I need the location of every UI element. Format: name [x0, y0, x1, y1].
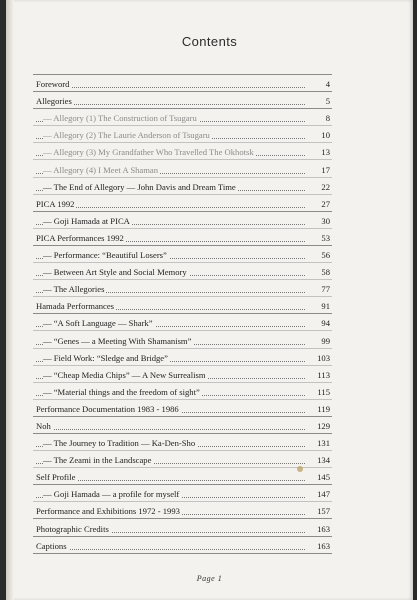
toc-entry [33, 383, 332, 400]
toc-entry-page-number: 8 [325, 113, 330, 124]
toc-entry-page-number: 99 [321, 335, 330, 346]
toc-entry [33, 246, 332, 263]
toc-entry-page-number: 115 [317, 386, 330, 397]
toc-entry-page-number: 157 [317, 506, 330, 517]
toc-entry-page-number: 58 [321, 267, 330, 278]
toc-entry [33, 160, 332, 177]
toc-entry [33, 502, 332, 519]
toc-entry [33, 229, 332, 246]
toc-entry-page-number: 56 [321, 250, 330, 261]
toc-entry-title: — Performance: “Beautiful Losers” [43, 250, 167, 261]
toc-entry-page-number: 10 [321, 130, 330, 141]
page-title: Contents [181, 34, 238, 49]
toc-entry-title: Performance and Exhibitions 1972 - 1993 [36, 506, 180, 517]
dot-leader [36, 104, 305, 105]
toc-entry [33, 468, 332, 485]
page-stain [297, 466, 303, 472]
toc-entry-page-number: 22 [321, 181, 330, 192]
toc-entry-page-number: 94 [321, 318, 330, 329]
toc-entry [33, 331, 332, 348]
toc-entry-title: Noh [36, 420, 51, 431]
toc-entry-title: — Allegory (3) My Grandfather Who Travelled The Okhotsk [43, 147, 254, 158]
toc-entry-title: Allegories [36, 96, 72, 107]
toc-entry-page-number: 30 [321, 215, 330, 226]
toc-entry [33, 178, 332, 195]
toc-entry-title: — The Allegories [43, 284, 105, 295]
toc-entry-page-number: 91 [321, 301, 330, 312]
toc-entry-title: Hamada Performances [36, 301, 115, 312]
toc-entry-page-number: 4 [325, 79, 330, 90]
toc-entry-title: — “A Soft Language — Shark” [43, 318, 153, 329]
toc-entry [33, 366, 332, 383]
dot-leader [36, 87, 305, 88]
toc-entry [33, 92, 332, 109]
dot-leader [36, 429, 305, 430]
toc-entry [33, 143, 332, 160]
toc-entry-page-number: 131 [317, 438, 330, 449]
page-footer: Page 1 [196, 574, 223, 583]
toc-entry [33, 314, 332, 331]
toc-entry-title: — Goji Hamada at PICA [43, 215, 130, 226]
toc-entry-title: Performance Documentation 1983 - 1986 [36, 403, 179, 414]
toc-entry-title: — “Cheap Media Chips” — A New Surrealism [43, 369, 206, 380]
toc-entry-title: — “Material things and the freedom of sight” [43, 386, 200, 397]
toc-entry-page-number: 5 [325, 96, 330, 107]
toc-entry-page-number: 27 [321, 198, 330, 209]
toc-entry [33, 212, 332, 229]
toc-entry-title: — The End of Allegory — John Davis and Dream Time [43, 181, 236, 192]
toc-entry-title: PICA Performances 1992 [36, 232, 124, 243]
toc-entry-page-number: 77 [321, 284, 330, 295]
toc-entry-title: — Goji Hamada — a profile for myself [43, 489, 180, 500]
toc-entry [33, 400, 332, 417]
toc-entry-title: Photographic Credits [36, 523, 109, 534]
toc-entry-page-number: 53 [321, 232, 330, 243]
toc-entry-title: — Allegory (4) I Meet A Shaman [43, 164, 159, 175]
toc-entry [33, 195, 332, 212]
toc-entry [33, 417, 332, 434]
table-of-contents [33, 74, 332, 554]
book-page [6, 0, 413, 600]
toc-entry-page-number: 163 [317, 523, 330, 534]
toc-entry-title: — Allegory (2) The Laurie Anderson of Tsugaru [43, 130, 210, 141]
toc-entry-title: — “Genes — a Meeting With Shamanism” [43, 335, 192, 346]
toc-entry [33, 519, 332, 536]
toc-entry-page-number: 134 [317, 455, 330, 466]
toc-entry [33, 434, 332, 451]
toc-entry-title: — The Zeami in the Landscape [43, 455, 152, 466]
toc-entry-page-number: 147 [317, 489, 330, 500]
toc-entry [33, 537, 332, 554]
toc-entry [33, 263, 332, 280]
toc-entry-title: Captions [36, 540, 67, 551]
toc-entry-page-number: 17 [321, 164, 330, 175]
dot-leader [36, 549, 305, 550]
toc-entry-title: Self Profile [36, 472, 76, 483]
toc-entry [33, 349, 332, 366]
toc-entry [33, 485, 332, 502]
toc-entry [33, 109, 332, 126]
toc-entry-title: — Field Work: “Sledge and Bridge” [43, 352, 168, 363]
toc-entry-title: — Allegory (1) The Construction of Tsugaru [43, 113, 197, 124]
toc-entry-title: — The Journey to Tradition — Ka-Den-Sho [43, 438, 196, 449]
toc-entry-page-number: 145 [317, 472, 330, 483]
toc-entry [33, 280, 332, 297]
toc-entry [33, 297, 332, 314]
toc-entry [33, 451, 332, 468]
toc-entry-page-number: 129 [317, 420, 330, 431]
toc-entry-page-number: 163 [317, 540, 330, 551]
toc-entry-title: PICA 1992 [36, 198, 75, 209]
toc-entry-title: Foreword [36, 79, 70, 90]
toc-entry-title: — Between Art Style and Social Memory [43, 267, 187, 278]
toc-entry-page-number: 103 [317, 352, 330, 363]
toc-entry-page-number: 119 [317, 403, 330, 414]
toc-entry [33, 126, 332, 143]
toc-entry [33, 75, 332, 92]
toc-entry-page-number: 113 [317, 369, 330, 380]
page-spine-shadow [6, 0, 14, 600]
toc-entry-page-number: 13 [321, 147, 330, 158]
